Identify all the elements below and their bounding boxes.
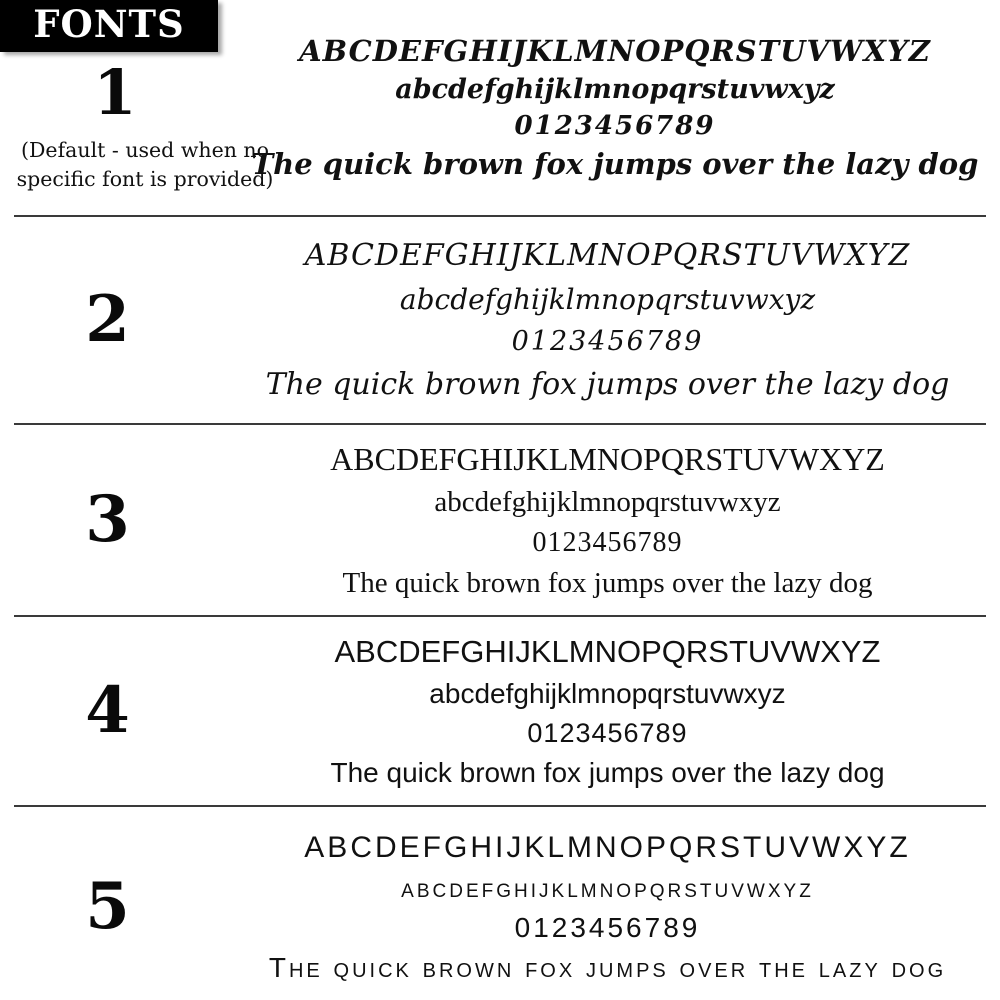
font-2-lowercase: abcdefghijklmnopqrstuvwxyz — [399, 283, 816, 316]
font-1-uppercase: ABCDEFGHIJKLMNOPQRSTUVWXYZ — [299, 34, 931, 68]
font-5-lowercase: abcdefghijklmnopqrstuvwxyz — [401, 872, 814, 903]
font-2-digits: 0123456789 — [511, 326, 704, 357]
font-row-2 — [0, 217, 1000, 423]
font-number-3: 3 — [85, 482, 130, 557]
font-row-2-label — [0, 217, 215, 423]
font-3-lowercase: abcdefghijklmnopqrstuvwxyz — [434, 485, 781, 518]
font-row-5 — [0, 807, 1000, 1000]
font-row-3-label — [0, 425, 215, 615]
font-number-2: 2 — [85, 282, 130, 357]
font-4-digits: 0123456789 — [527, 717, 688, 748]
font-number-4: 4 — [85, 673, 130, 748]
font-3-digits: 0123456789 — [532, 526, 683, 558]
page-title: FONTS — [33, 1, 185, 46]
font-sample-1 — [230, 0, 1000, 215]
font-1-pangram: The quick brown fox jumps over the lazy dog — [251, 147, 979, 181]
font-2-uppercase: ABCDEFGHIJKLMNOPQRSTUVWXYZ — [304, 238, 911, 273]
page-title-banner — [0, 0, 218, 52]
font-number-1: 1 — [93, 56, 137, 129]
font-1-digits: 0123456789 — [514, 111, 716, 141]
font-4-uppercase: ABCDEFGHIJKLMNOPQRSTUVWXYZ — [334, 633, 881, 669]
font-5-uppercase: ABCDEFGHIJKLMNOPQRSTUVWXYZ — [304, 830, 911, 864]
font-default-note-line1: (Default - used when no — [21, 138, 269, 162]
font-5-pangram: The quick brown fox jumps over the lazy dog — [268, 951, 947, 983]
font-1-lowercase: abcdefghijklmnopqrstuvwxyz — [395, 74, 835, 105]
font-default-note-line2: specific font is provided) — [16, 166, 274, 191]
font-3-pangram: The quick brown fox jumps over the lazy dog — [342, 566, 873, 599]
font-row-4-label — [0, 617, 215, 805]
font-sample-5 — [215, 807, 1000, 1000]
font-4-pangram: The quick brown fox jumps over the lazy dog — [330, 756, 885, 788]
font-row-3 — [0, 425, 1000, 615]
font-sample-4 — [215, 617, 1000, 805]
font-3-uppercase: ABCDEFGHIJKLMNOPQRSTUVWXYZ — [330, 440, 885, 477]
font-row-4 — [0, 617, 1000, 805]
font-4-lowercase: abcdefghijklmnopqrstuvwxyz — [429, 677, 786, 709]
font-5-digits: 0123456789 — [514, 911, 701, 943]
font-sample-2 — [215, 217, 1000, 423]
font-2-pangram: The quick brown fox jumps over the lazy dog — [265, 367, 950, 402]
font-row-5-label — [0, 807, 215, 1000]
font-number-5: 5 — [85, 869, 130, 944]
font-default-note — [0, 136, 290, 193]
font-sample-3 — [215, 425, 1000, 615]
